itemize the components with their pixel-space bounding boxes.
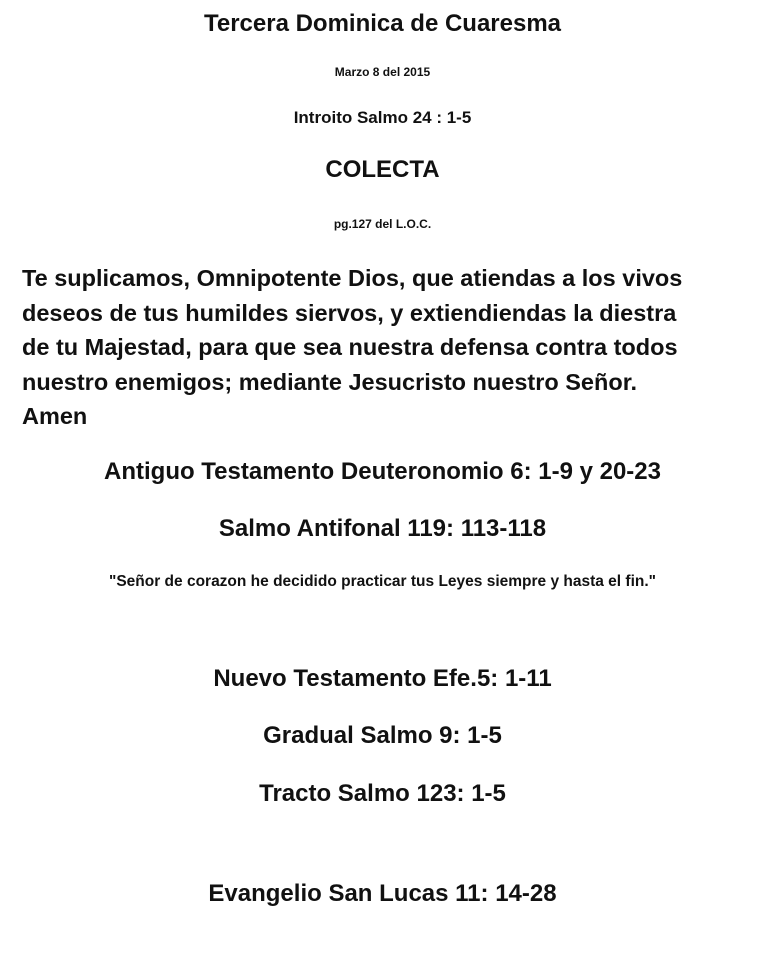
antiphon-quote: "Señor de corazon he decidido practicar tus Leyes siempre y hasta el fin." bbox=[108, 573, 657, 590]
colecta-heading: COLECTA bbox=[325, 156, 440, 183]
gradual-reading: Gradual Salmo 9: 1-5 bbox=[263, 722, 502, 749]
old-testament-reading: Antiguo Testamento Deuteronomio 6: 1-9 y 20-23 bbox=[104, 458, 661, 485]
tract-reading: Tracto Salmo 123: 1-5 bbox=[259, 780, 506, 807]
antiphonal-psalm-reading: Salmo Antifonal 119: 113-118 bbox=[218, 515, 547, 542]
introito-reading: Introito Salmo 24 : 1-5 bbox=[293, 108, 472, 127]
gospel-reading: Evangelio San Lucas 11: 14-28 bbox=[208, 880, 557, 907]
new-testament-reading: Nuevo Testamento Efe.5: 1-11 bbox=[213, 665, 552, 692]
document-title: Tercera Dominica de Cuaresma bbox=[203, 10, 562, 37]
page-reference: pg.127 del L.O.C. bbox=[333, 217, 432, 231]
service-date: Marzo 8 del 2015 bbox=[334, 65, 431, 79]
collect-prayer-text: Te suplicamos, Omnipotente Dios, que atiendas a los vivos deseos de tus humildes siervos, y extiendiendas la diestra de tu Majestad, para que sea nuestra defensa contra todos nuestro enemigos; mediante Jesucristo nuestro Señor. Amen bbox=[22, 265, 683, 429]
